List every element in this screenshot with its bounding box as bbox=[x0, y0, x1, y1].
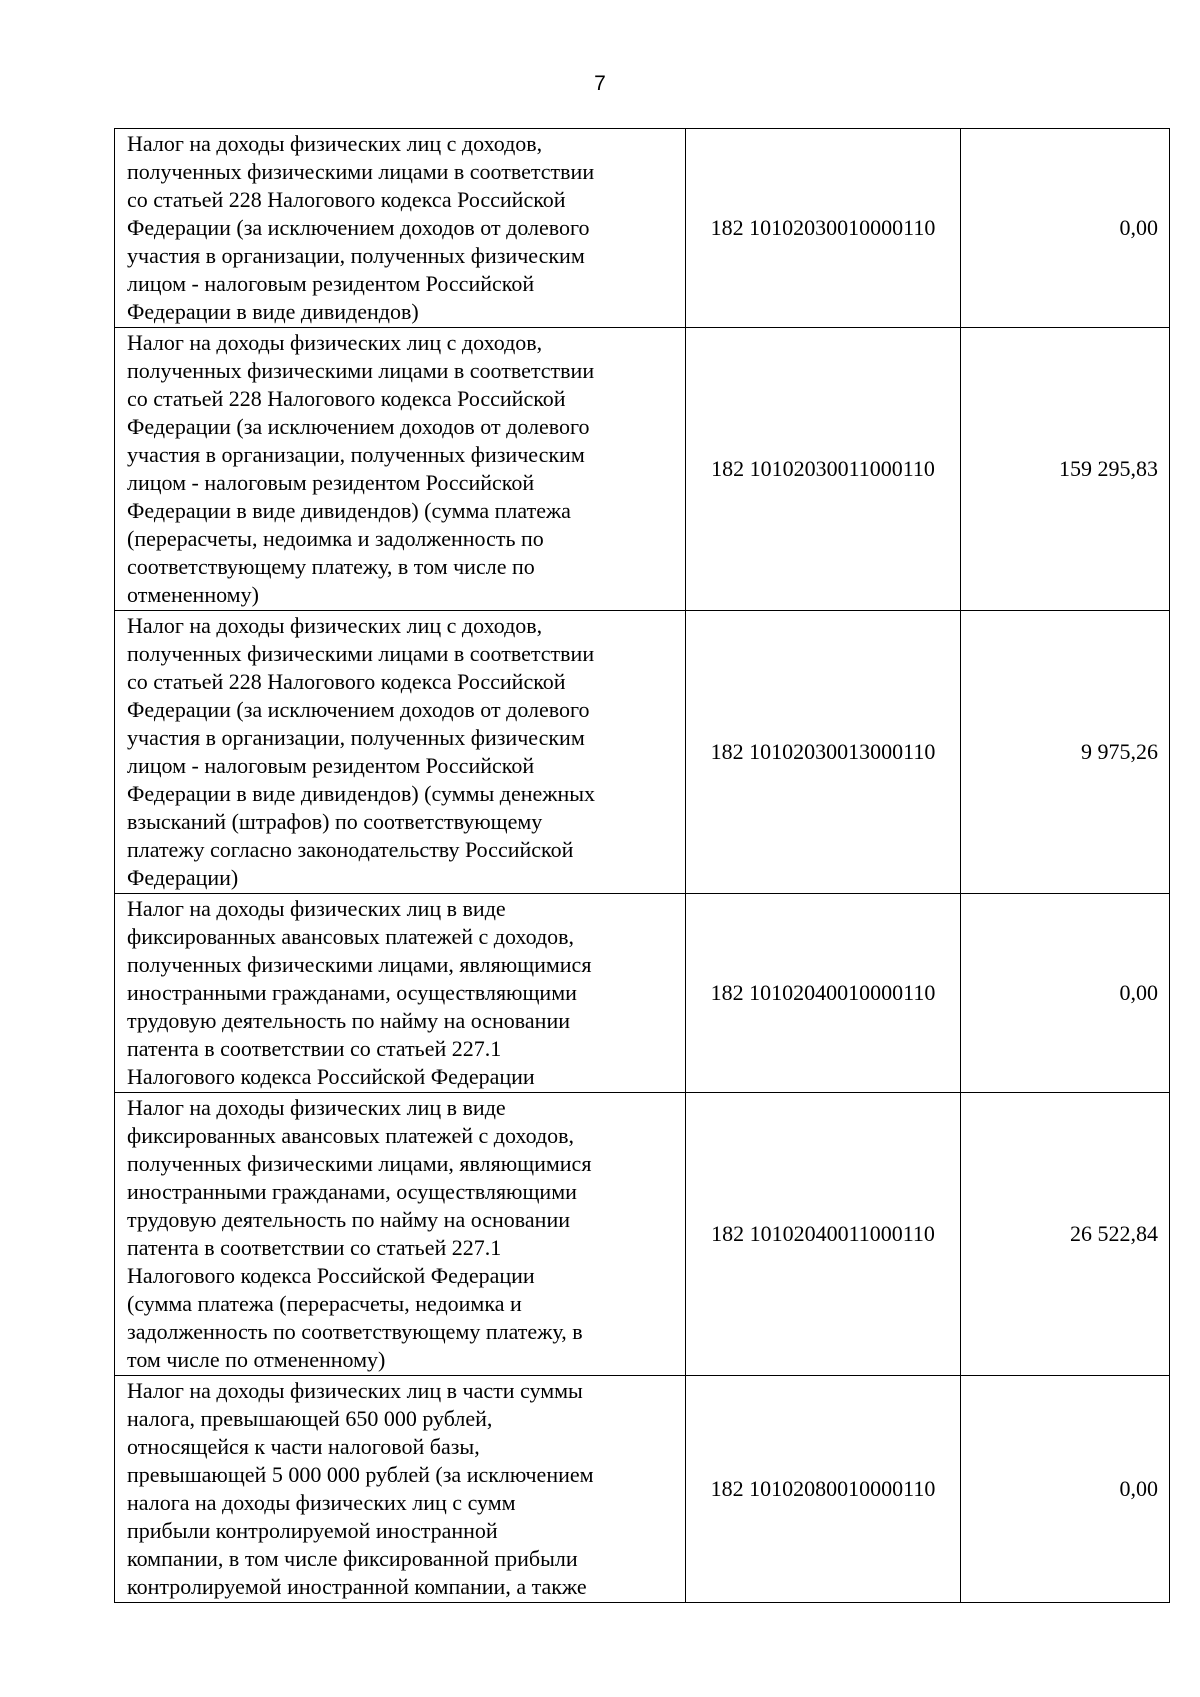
income-name: Налог на доходы физических лиц с доходов, полученных физическими лицами в соответствии со статьей 228 Налогового кодекса Российской Федерации (за исключением доходов от долевого участия в организации, полученных физическим лицом - налоговым резидентом Российской Федерации в виде дивидендов) bbox=[127, 131, 595, 324]
page-number: 7 bbox=[594, 72, 606, 95]
income-name-cell bbox=[115, 129, 686, 328]
income-name-cell bbox=[115, 1376, 686, 1603]
amount-cell: 0,00 bbox=[961, 129, 1170, 328]
table-row bbox=[115, 1093, 1170, 1376]
table-row bbox=[115, 611, 1170, 894]
budget-code-cell: 182 10102030011000110 bbox=[686, 328, 961, 611]
amount-cell: 0,00 bbox=[961, 894, 1170, 1093]
income-name-cell bbox=[115, 611, 686, 894]
budget-code-cell: 182 10102040010000110 bbox=[686, 894, 961, 1093]
revenue-table bbox=[114, 128, 1170, 1603]
budget-code-cell: 182 10102030013000110 bbox=[686, 611, 961, 894]
budget-code-cell: 182 10102080010000110 bbox=[686, 1376, 961, 1603]
amount-cell: 0,00 bbox=[961, 1376, 1170, 1603]
table-row bbox=[115, 328, 1170, 611]
amount-cell: 9 975,26 bbox=[961, 611, 1170, 894]
amount-cell: 159 295,83 bbox=[961, 328, 1170, 611]
income-name: Налог на доходы физических лиц с доходов, полученных физическими лицами в соответствии со статьей 228 Налогового кодекса Российской Федерации (за исключением доходов от долевого участия в организации, полученных физическим лицом - налоговым резидентом Российской Федерации в виде дивидендов) (суммы денежных взысканий (штрафов) по соответствующему платежу согласно законодательству Российской Федерации) bbox=[127, 613, 596, 890]
income-name: Налог на доходы физических лиц в виде фиксированных авансовых платежей с доходов, полученных физическими лицами, являющимися иностранными гражданами, осуществляющими трудовую деятельность по найму на основании патента в соответствии со статьей 227.1 Налогового кодекса Российской Федерации bbox=[127, 896, 592, 1089]
amount-cell: 26 522,84 bbox=[961, 1093, 1170, 1376]
budget-code-cell: 182 10102030010000110 bbox=[686, 129, 961, 328]
table-row bbox=[115, 1376, 1170, 1603]
table-row bbox=[115, 129, 1170, 328]
income-name: Налог на доходы физических лиц в части суммы налога, превышающей 650 000 рублей, относящейся к части налоговой базы, превышающей 5 000 000 рублей (за исключением налога на доходы физических лиц с сумм прибыли контролируемой иностранной компании, в том числе фиксированной прибыли контролируемой иностранной компании, а также bbox=[127, 1378, 594, 1599]
table-row bbox=[115, 894, 1170, 1093]
income-name-cell bbox=[115, 328, 686, 611]
income-name-cell bbox=[115, 1093, 686, 1376]
income-name: Налог на доходы физических лиц в виде фиксированных авансовых платежей с доходов, полученных физическими лицами, являющимися иностранными гражданами, осуществляющими трудовую деятельность по найму на основании патента в соответствии со статьей 227.1 Налогового кодекса Российской Федерации (сумма платежа (перерасчеты, недоимка и задолженность по соответствующему платежу, в том числе по отмененному) bbox=[127, 1095, 592, 1372]
budget-code-cell: 182 10102040011000110 bbox=[686, 1093, 961, 1376]
income-name: Налог на доходы физических лиц с доходов, полученных физическими лицами в соответствии со статьей 228 Налогового кодекса Российской Федерации (за исключением доходов от долевого участия в организации, полученных физическим лицом - налоговым резидентом Российской Федерации в виде дивидендов) (сумма платежа (перерасчеты, недоимка и задолженность по соответствующему платежу, в том числе по отмененному) bbox=[127, 330, 595, 607]
income-name-cell bbox=[115, 894, 686, 1093]
